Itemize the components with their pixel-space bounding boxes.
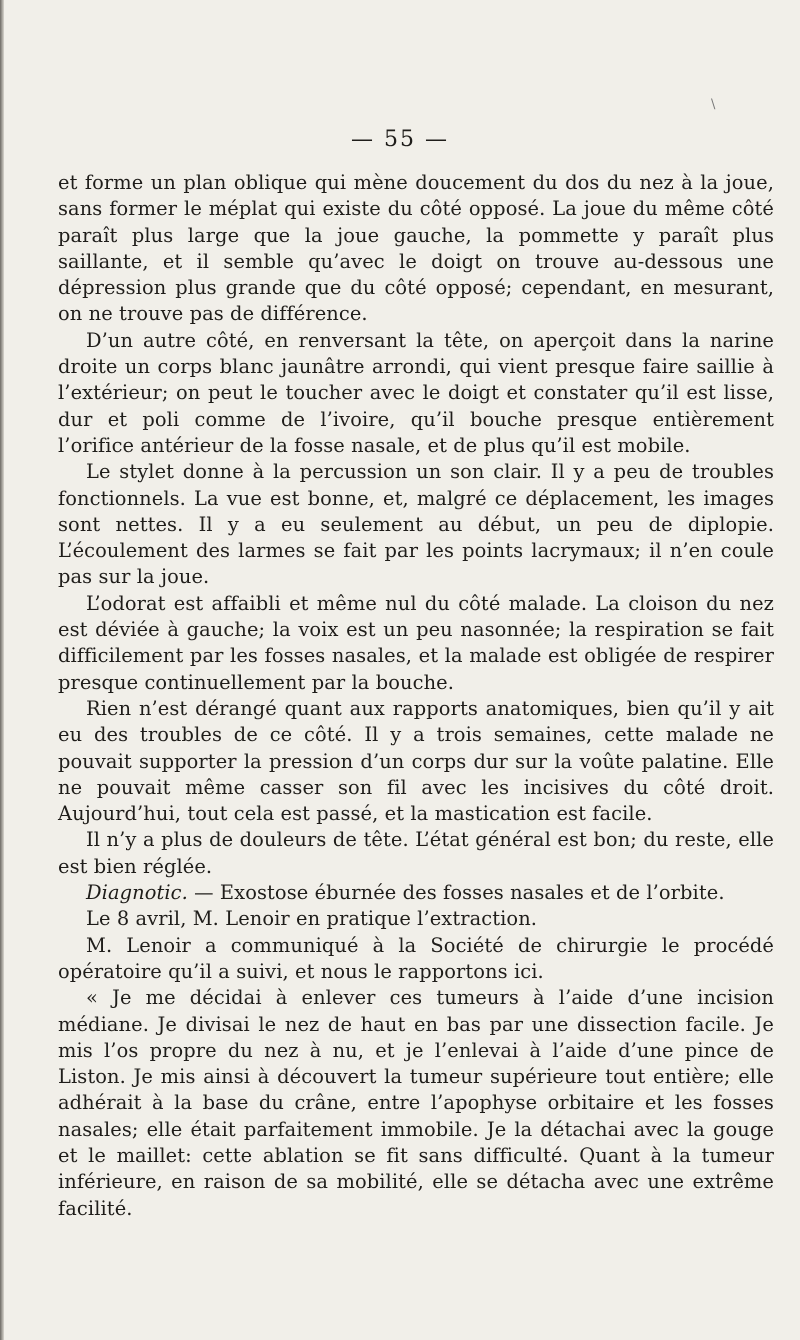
paragraph-anatomy: Rien n’est dérangé quant aux rapports anatomiques, bien qu’il y ait eu des troubles de ce côté. Il y a trois semaines, cette malade ne pouvait supporter la pression d’un corps dur sur la voûte palatine. Elle ne pouvait même casser son fil avec les incisives du côté droit. Aujourd’hui, tout cela est passé, et la mastication est facile. xyxy=(58,696,774,826)
paragraph-stylet: Le stylet donne à la percussion un son clair. Il y a peu de troubles fonctionnels. La vue est bonne, et, malgré ce déplacement, les images sont nettes. Il y a eu seulement au début, un peu de diplopie. L’écoulement des larmes se fait par les points lacrymaux; il n’en coule pas sur la joue. xyxy=(58,460,774,589)
page-number: — 55 — xyxy=(351,127,449,152)
page-edge-shadow xyxy=(0,0,4,1340)
paragraph-society: M. Lenoir a communiqué à la Société de chirurgie le procédé opératoire qu’il a suivi, et nous le rapportons ici. xyxy=(58,933,774,983)
paragraph-diagnosis xyxy=(58,880,774,906)
paragraph-quotation: « Je me décidai à enlever ces tumeurs à l’aide d’une incision médiane. Je divisai le nez de haut en bas par une dissection facile. Je mis l’os propre du nez à nu, et je l’enlevai à l’aide d’une pince de Liston. Je mis ainsi à découvert la tumeur supérieure tout entière; elle adhérait à la base du crâne, entre l’apophyse orbitaire et les fosses nasales; elle était parfaitement immobile. Je la détachai avec la gouge et le maillet: cette ablation se fit sans difficulté. Quant à la tumeur inférieure, en raison de sa mobilité, elle se détacha avec une extrême facilité. xyxy=(58,986,774,1220)
paragraph-general-state: Il n’y a plus de douleurs de tête. L’état général est bon; du reste, elle est bien réglée. xyxy=(58,828,774,878)
diagnosis-text: — Exostose éburnée des fosses nasales et de l’orbite. xyxy=(187,881,725,905)
paragraph-face-description: et forme un plan oblique qui mène doucement du dos du nez à la joue, sans former le méplat qui existe du côté opposé. La joue du même côté paraît plus large que la joue gauche, la pommette y paraît plus saillante, et il semble qu’avec le doigt on trouve au-dessous une dépression plus grande que du côté opposé; cependant, en mesurant, on ne trouve pas de différence. xyxy=(58,171,774,326)
paragraph-smell: L’odorat est affaibli et même nul du côté malade. La cloison du nez est déviée à gauche; la voix est un peu nasonnée; la respiration se fait difficilement par les fosses nasales, et la malade est obligée de respirer presque continuellement par la bouche. xyxy=(58,591,774,694)
body-text xyxy=(58,170,774,1222)
paragraph-extraction-date: Le 8 avril, M. Lenoir en pratique l’extraction. xyxy=(86,907,538,931)
diagnosis-label: Diagnotic. xyxy=(86,881,188,905)
paragraph-nostril-body: D’un autre côté, en renversant la tête, on aperçoit dans la narine droite un corps blanc jaunâtre arrondi, qui vient presque faire saillie à l’extérieur; on peut le toucher avec le doigt et constater qu’il est lisse, dur et poli comme de l’ivoire, qu’il bouche presque entièrement l’orifice antérieur de la fosse nasale, et de plus qu’il est mobile. xyxy=(58,328,774,457)
margin-mark: \ xyxy=(711,97,716,112)
